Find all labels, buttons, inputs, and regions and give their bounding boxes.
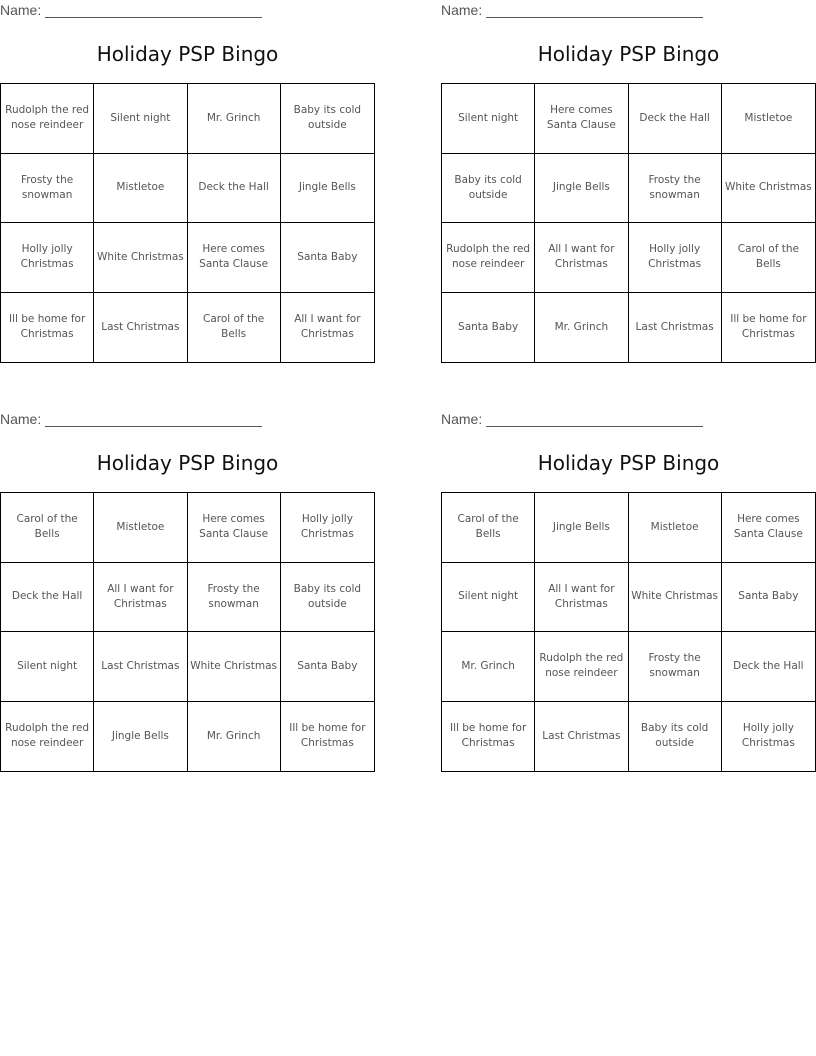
name-label: Name: <box>441 2 483 18</box>
name-blank-line <box>45 3 262 18</box>
name-blank-line <box>486 3 703 18</box>
bingo-cell: Jingle Bells <box>535 493 628 563</box>
bingo-cell: Holly jolly Christmas <box>1 223 94 293</box>
bingo-cell: Mr. Grinch <box>188 84 281 154</box>
bingo-cell: Santa Baby <box>281 632 374 702</box>
bingo-cell: All I want for Christmas <box>535 563 628 633</box>
bingo-grid <box>0 492 375 772</box>
name-label: Name: <box>0 411 42 427</box>
name-blank-line <box>486 412 703 427</box>
bingo-cell: Holly jolly Christmas <box>629 223 722 293</box>
name-blank-line <box>45 412 262 427</box>
name-label: Name: <box>0 2 42 18</box>
bingo-cell: Ill be home for Christmas <box>1 293 94 363</box>
bingo-cell: Mistletoe <box>94 493 187 563</box>
bingo-cell: White Christmas <box>629 563 722 633</box>
bingo-cell: Baby its cold outside <box>281 563 374 633</box>
bingo-cell: Jingle Bells <box>281 154 374 224</box>
bingo-cell: Carol of the Bells <box>188 293 281 363</box>
bingo-cell: Deck the Hall <box>1 563 94 633</box>
bingo-cell: Baby its cold outside <box>629 702 722 772</box>
card-title: Holiday PSP Bingo <box>537 451 720 475</box>
bingo-cell: Silent night <box>442 84 535 154</box>
bingo-cell: Here comes Santa Clause <box>722 493 815 563</box>
bingo-grid <box>441 83 816 363</box>
bingo-grid <box>0 83 375 363</box>
name-field <box>441 411 703 427</box>
bingo-cell: Silent night <box>442 563 535 633</box>
bingo-cell: Jingle Bells <box>535 154 628 224</box>
bingo-cell: Mistletoe <box>94 154 187 224</box>
bingo-cell: Mr. Grinch <box>535 293 628 363</box>
bingo-cell: All I want for Christmas <box>294 313 361 341</box>
bingo-cell: Deck the Hall <box>629 84 722 154</box>
bingo-cell: Mistletoe <box>629 493 722 563</box>
bingo-cell: Baby its cold outside <box>281 84 374 154</box>
bingo-cell: Mr. Grinch <box>442 632 535 702</box>
bingo-cell: Frosty the snowman <box>1 154 94 224</box>
bingo-cell: Rudolph the red nose reindeer <box>535 632 628 702</box>
bingo-cell: White Christmas <box>188 632 281 702</box>
bingo-cell: Rudolph the red nose reindeer <box>1 84 94 154</box>
bingo-cell: Mr. Grinch <box>188 702 281 772</box>
bingo-cell: Rudolph the red nose reindeer <box>442 223 535 293</box>
bingo-cell: Holly jolly Christmas <box>281 493 374 563</box>
bingo-cell: Deck the Hall <box>722 632 815 702</box>
bingo-cell: Last Christmas <box>535 702 628 772</box>
name-label: Name: <box>441 411 483 427</box>
bingo-cell: Silent night <box>1 632 94 702</box>
bingo-cell: Carol of the Bells <box>442 493 535 563</box>
bingo-cell: Rudolph the red nose reindeer <box>1 702 94 772</box>
bingo-cell: Ill be home for Christmas <box>442 702 535 772</box>
bingo-cell: Here comes Santa Clause <box>188 493 281 563</box>
name-field <box>441 2 703 18</box>
bingo-cell: Ill be home for Christmas <box>730 313 807 341</box>
name-field <box>0 411 262 427</box>
bingo-cell: All I want for Christmas <box>535 223 628 293</box>
bingo-cell: Frosty the snowman <box>629 632 722 702</box>
bingo-cell: Jingle Bells <box>94 702 187 772</box>
bingo-cell: Frosty the snowman <box>188 563 281 633</box>
bingo-cell: Ill be home for Christmas <box>289 722 366 750</box>
bingo-cell: Santa Baby <box>442 293 535 363</box>
bingo-cell: Baby its cold outside <box>442 154 535 224</box>
bingo-cell: Silent night <box>94 84 187 154</box>
bingo-cell: Santa Baby <box>281 223 374 293</box>
bingo-cell: Here comes Santa Clause <box>188 223 281 293</box>
bingo-grid <box>441 492 816 772</box>
name-field <box>0 2 262 18</box>
bingo-cell: Frosty the snowman <box>629 154 722 224</box>
card-title: Holiday PSP Bingo <box>96 42 279 66</box>
card-title: Holiday PSP Bingo <box>537 42 720 66</box>
bingo-cell: Last Christmas <box>94 293 187 363</box>
bingo-cell: Last Christmas <box>94 632 187 702</box>
card-title: Holiday PSP Bingo <box>96 451 279 475</box>
bingo-cell: Santa Baby <box>722 563 815 633</box>
bingo-cell: Last Christmas <box>629 293 722 363</box>
bingo-cell: Mistletoe <box>722 84 815 154</box>
bingo-cell: All I want for Christmas <box>94 563 187 633</box>
bingo-cell: Carol of the Bells <box>722 223 815 293</box>
bingo-cell: White Christmas <box>722 154 815 224</box>
bingo-cell: Holly jolly Christmas <box>741 722 795 750</box>
bingo-cell: White Christmas <box>94 223 187 293</box>
bingo-cell: Deck the Hall <box>188 154 281 224</box>
bingo-cell: Carol of the Bells <box>1 493 94 563</box>
bingo-cell: Here comes Santa Clause <box>535 84 628 154</box>
